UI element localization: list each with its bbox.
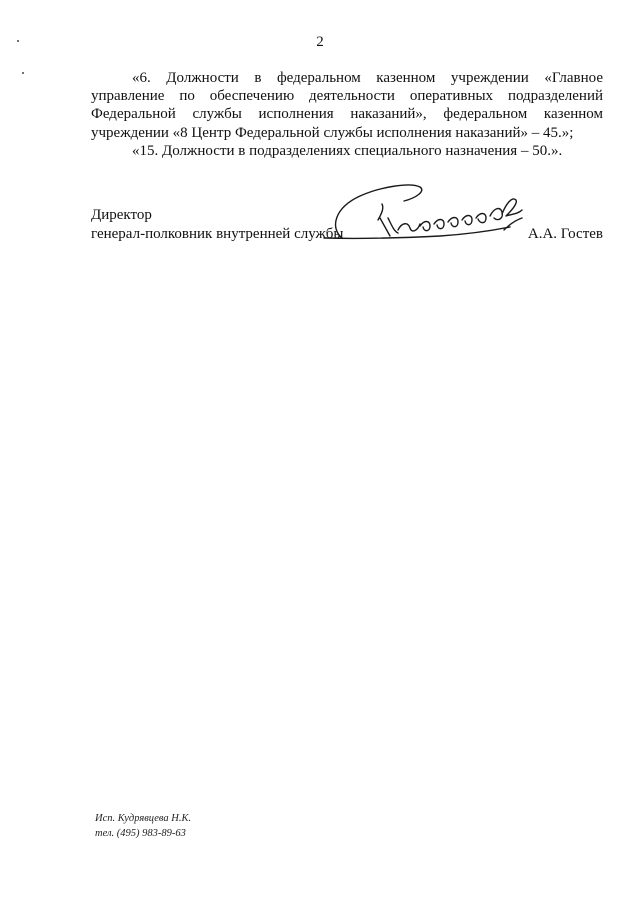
signatory-rank: генерал-полковник внутренней службы [91, 225, 344, 242]
paragraph-item-6: «6. Должности в федеральном казенном учреждении «Главное управление по обеспечению деятельности оперативных подразделений Федеральной службы исполнения наказаний», федеральном казенном учреждении «8 Центр Федеральной службы исполнения наказаний» – 45.»; [91, 70, 603, 141]
executor-phone: тел. (495) 983-89-63 [95, 828, 186, 839]
handwritten-signature [320, 178, 540, 258]
document-body [91, 69, 603, 160]
paragraph-item-15: «15. Должности в подразделениях специального назначения – 50.». [132, 142, 563, 159]
executor-name: Исп. Кудрявцева Н.К. [95, 813, 192, 824]
document-footer [95, 811, 191, 841]
signatory-name: А.А. Гостев [527, 225, 603, 242]
page-number: 2 [316, 34, 324, 50]
scan-artifact [22, 72, 24, 74]
signatory-title: Директор [91, 207, 152, 223]
